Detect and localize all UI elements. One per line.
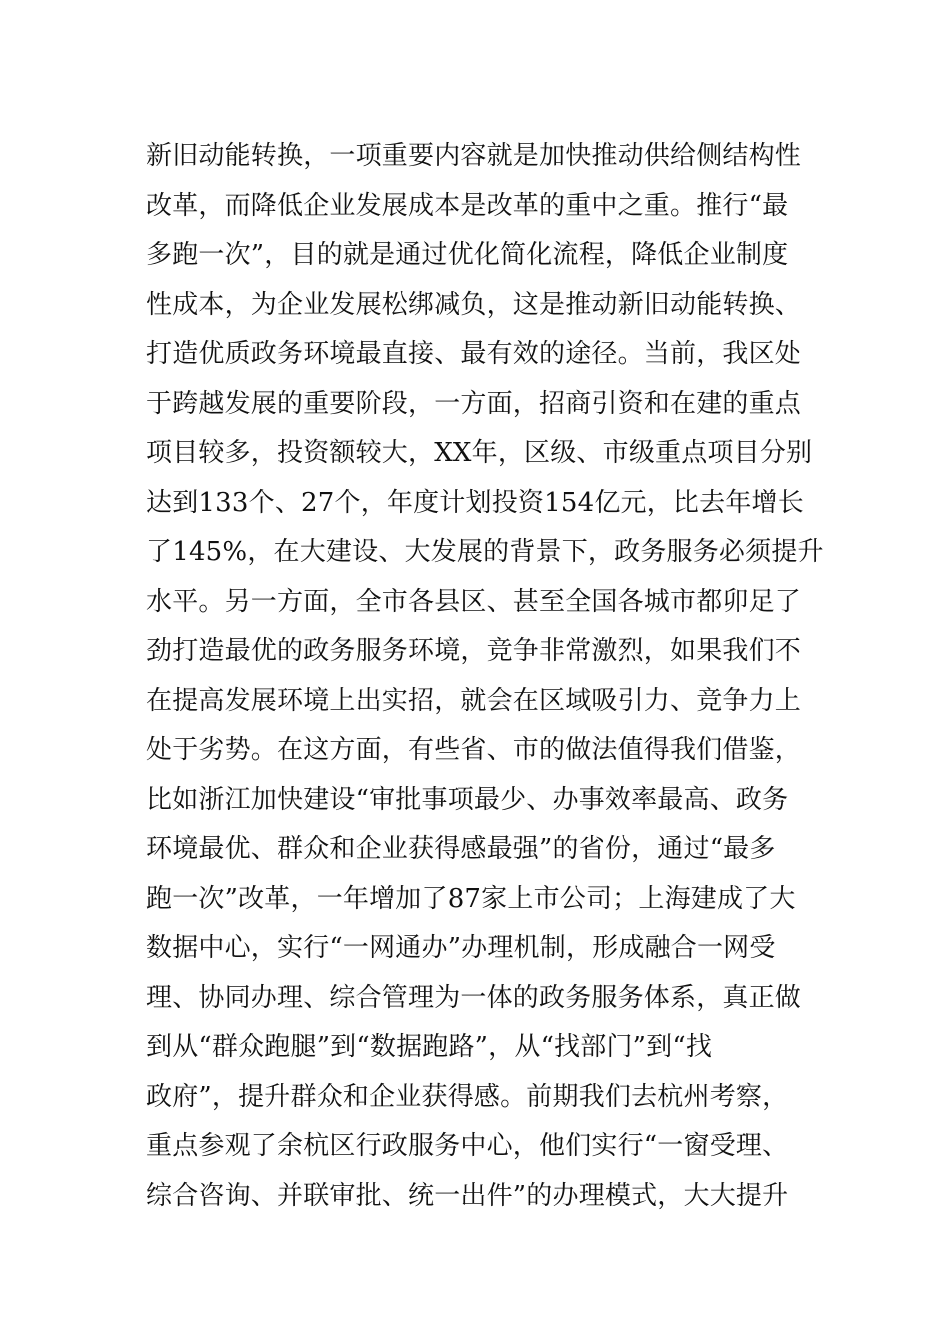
text-line: 多跑一次”，目的就是通过优化简化流程，降低企业制度 <box>146 240 789 270</box>
text-line: 处于劣势。在这方面，有些省、市的做法值得我们借鉴， <box>146 735 802 765</box>
text-line: 改革，而降低企业发展成本是改革的重中之重。推行“最 <box>146 190 789 221</box>
text-line: 重点参观了余杭区行政服务中心，他们实行“一窗受理、 <box>146 1131 789 1161</box>
text-line: 达到133个、27个，年度计划投资154亿元，比去年增长 <box>146 487 804 518</box>
body-text <box>146 132 824 1221</box>
text-line: 到从“群众跑腿”到“数据跑路”，从“找部门”到“找 <box>146 1032 713 1062</box>
text-line: 环境最优、群众和企业获得感最强”的省份，通过“最多 <box>146 834 776 864</box>
text-line: 新旧动能转换，一项重要内容就是加快推动供给侧结构性 <box>146 141 802 171</box>
text-line: 了145%，在大建设、大发展的背景下，政务服务必须提升 <box>146 537 824 567</box>
text-line: 性成本，为企业发展松绑减负，这是推动新旧动能转换、 <box>146 289 802 320</box>
text-line: 劲打造最优的政务服务环境，竞争非常激烈，如果我们不 <box>146 636 802 666</box>
text-line: 理、协同办理、综合管理为一体的政务服务体系，真正做 <box>146 982 802 1013</box>
text-line: 数据中心，实行“一网通办”办理机制，形成融合一网受 <box>146 933 776 963</box>
text-line: 水平。另一方面，全市各县区、甚至全国各城市都卯足了 <box>146 586 802 617</box>
text-line: 政府”，提升群众和企业获得感。前期我们去杭州考察， <box>146 1081 789 1112</box>
text-line: 跑一次”改革，一年增加了87家上市公司；上海建成了大 <box>146 883 796 914</box>
text-line: 在提高发展环境上出实招，就会在区域吸引力、竞争力上 <box>146 685 802 716</box>
text-line: 综合咨询、并联审批、统一出件”的办理模式，大大提升 <box>146 1180 789 1211</box>
text-line: 于跨越发展的重要阶段，一方面，招商引资和在建的重点 <box>146 388 802 419</box>
text-line: 打造优质政务环境最直接、最有效的途径。当前，我区处 <box>146 339 802 369</box>
text-line: 项目较多，投资额较大，XX年，区级、市级重点项目分别 <box>146 438 813 468</box>
text-line: 比如浙江加快建设“审批事项最少、办事效率最高、政务 <box>146 784 789 815</box>
